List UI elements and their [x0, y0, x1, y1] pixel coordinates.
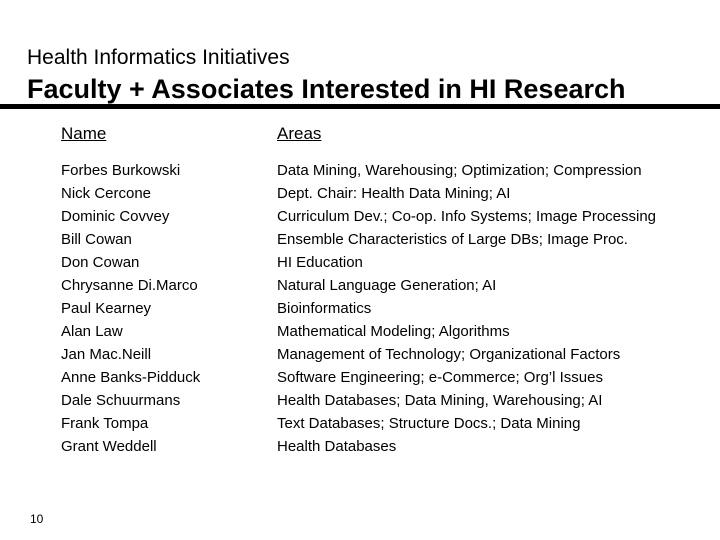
name-cell: Frank Tompa: [61, 415, 149, 432]
areas-cell: Bioinformatics: [277, 300, 372, 317]
areas-cell: Text Databases; Structure Docs.; Data Mining: [277, 415, 581, 432]
areas-cell: Data Mining, Warehousing; Optimization; Compression: [277, 162, 642, 179]
name-cell: Bill Cowan: [61, 231, 132, 248]
title-rule: [0, 104, 720, 109]
areas-column-header: Areas: [277, 124, 322, 143]
areas-cell: Ensemble Characteristics of Large DBs; Image Proc.: [277, 231, 628, 248]
name-cell: Nick Cercone: [61, 185, 152, 202]
name-cell: Don Cowan: [61, 254, 140, 271]
name-cell: Grant Weddell: [61, 438, 157, 455]
slide-title: Faculty + Associates Interested in HI Research: [27, 74, 626, 104]
name-cell: Dominic Covvey: [61, 208, 170, 225]
areas-cell: Software Engineering; e-Commerce; Org’l Issues: [277, 369, 603, 386]
areas-cell: HI Education: [277, 254, 363, 271]
name-cell: Anne Banks-Pidduck: [61, 369, 201, 386]
areas-cell: Management of Technology; Organizational Factors: [277, 346, 621, 363]
page-number: 10: [30, 512, 44, 526]
name-cell: Jan Mac.Neill: [61, 346, 152, 363]
names-column-header: Name: [61, 124, 107, 143]
areas-cell: Curriculum Dev.; Co-op. Info Systems; Image Processing: [277, 208, 657, 225]
name-cell: Paul Kearney: [61, 300, 152, 317]
name-cell: Chrysanne Di.Marco: [61, 277, 198, 294]
areas-cell: Health Databases: [277, 438, 397, 455]
names-column: [61, 124, 266, 458]
name-cell: Dale Schuurmans: [61, 392, 181, 409]
name-cell: Alan Law: [61, 323, 123, 340]
areas-cell: Natural Language Generation; AI: [277, 277, 497, 294]
areas-column: [277, 124, 717, 458]
areas-cell: Dept. Chair: Health Data Mining; AI: [277, 185, 511, 202]
areas-cell: Mathematical Modeling; Algorithms: [277, 323, 510, 340]
slide-subtitle: Health Informatics Initiatives: [27, 46, 290, 69]
areas-cell: Health Databases; Data Mining, Warehousing; AI: [277, 392, 603, 409]
name-cell: Forbes Burkowski: [61, 162, 181, 179]
